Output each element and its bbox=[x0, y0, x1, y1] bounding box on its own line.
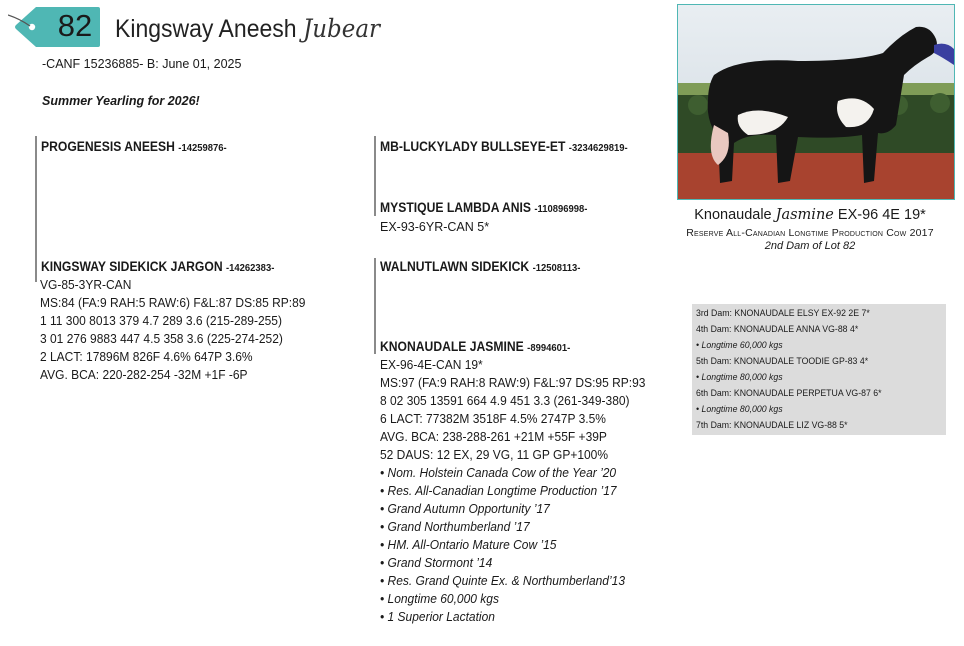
sire-name-text: PROGENESIS ANEESH bbox=[41, 139, 175, 154]
dams-box bbox=[692, 304, 946, 435]
animal-name-text: Kingsway Aneesh bbox=[115, 15, 297, 43]
dam-name bbox=[41, 259, 274, 274]
dam-sire-name-text: WALNUTLAWN SIDEKICK bbox=[380, 259, 530, 274]
award-item: • Res. All-Canadian Longtime Production ’17 bbox=[380, 484, 617, 498]
award-item: • HM. All-Ontario Mature Cow ’15 bbox=[380, 538, 557, 552]
cow-photo bbox=[677, 4, 955, 200]
sire-sire-name-text: MB-LUCKYLADY BULLSEYE-ET bbox=[380, 139, 566, 154]
dam-dam-name bbox=[380, 339, 570, 354]
animal-name bbox=[115, 14, 380, 44]
photo-caption bbox=[660, 207, 960, 223]
sire-dam-name-text: MYSTIQUE LAMBDA ANIS bbox=[380, 200, 531, 215]
dam-line: VG-85-3YR-CAN bbox=[40, 278, 132, 292]
dam-dam-reg: -8994601- bbox=[527, 342, 571, 354]
registration-line: -CANF 15236885- B: June 01, 2025 bbox=[42, 57, 242, 71]
dam-dam-name-text: KNONAUDALE JASMINE bbox=[380, 339, 524, 354]
pedigree-line-1 bbox=[35, 136, 37, 282]
dam-entry: 5th Dam: KNONAUDALE TOODIE GP-83 4* bbox=[696, 356, 869, 367]
dam-details bbox=[40, 276, 305, 384]
animal-name-script: Jubear bbox=[302, 14, 381, 43]
sire-dam-name bbox=[380, 200, 587, 215]
dam-entry: • Longtime 80,000 kgs bbox=[696, 404, 783, 415]
dam-entry: 7th Dam: KNONAUDALE LIZ VG-88 5* bbox=[696, 420, 848, 431]
dam-sire-reg: -12508113- bbox=[532, 262, 581, 274]
dam-line: 3 01 276 9883 447 4.5 358 3.6 (225-274-252) bbox=[40, 332, 283, 346]
award-item: • Res. Grand Quinte Ex. & Northumberland’13 bbox=[380, 574, 625, 588]
dam-reg: -14262383- bbox=[226, 262, 275, 274]
dam-dam-line: 6 LACT: 77382M 3518F 4.5% 2747P 3.5% bbox=[380, 412, 606, 426]
dam-line: MS:84 (FA:9 RAH:5 RAW:6) F&L:87 DS:85 RP:89 bbox=[40, 296, 306, 310]
dam-entry: 4th Dam: KNONAUDALE ANNA VG-88 4* bbox=[696, 324, 859, 335]
photo-award: Reserve All-Canadian Longtime Production Cow 2017 bbox=[686, 227, 934, 239]
award-item: • Nom. Holstein Canada Cow of the Year ’20 bbox=[380, 466, 617, 480]
sire-sire-name bbox=[380, 139, 628, 154]
dam-sire-name bbox=[380, 259, 580, 274]
sire-dam-reg: -110896998- bbox=[534, 203, 588, 215]
sire-name bbox=[41, 139, 227, 154]
photo-lot-note: 2nd Dam of Lot 82 bbox=[764, 240, 856, 252]
award-item: • Grand Autumn Opportunity ’17 bbox=[380, 502, 550, 516]
dam-dam-line: 8 02 305 13591 664 4.9 451 3.3 (261-349-380) bbox=[380, 394, 630, 408]
dam-entry: • Longtime 60,000 kgs bbox=[696, 340, 783, 351]
dam-dam-line: EX-96-4E-CAN 19* bbox=[380, 358, 483, 372]
dam-dam-details bbox=[380, 356, 645, 626]
award-item: • Longtime 60,000 kgs bbox=[380, 592, 499, 606]
caption-name: Knonaudale bbox=[694, 207, 772, 223]
sire-sire-reg: -3234629819- bbox=[568, 142, 628, 154]
dam-entry: 3rd Dam: KNONAUDALE ELSY EX-92 2E 7* bbox=[696, 308, 870, 319]
pedigree-line-3 bbox=[374, 258, 376, 354]
cow-photo-illustration bbox=[678, 5, 954, 199]
lot-number: 82 bbox=[57, 8, 93, 43]
dam-line: AVG. BCA: 220-282-254 -32M +1F -6P bbox=[40, 368, 248, 382]
dam-dam-line: 52 DAUS: 12 EX, 29 VG, 11 GP GP+100% bbox=[380, 448, 609, 462]
caption-class: EX-96 4E 19* bbox=[837, 207, 926, 223]
dam-name-text: KINGSWAY SIDEKICK JARGON bbox=[41, 259, 223, 274]
dam-dam-line: AVG. BCA: 238-288-261 +21M +55F +39P bbox=[380, 430, 607, 444]
sire-reg: -14259876- bbox=[178, 142, 227, 154]
award-item: • 1 Superior Lactation bbox=[380, 610, 495, 624]
lot-note: Summer Yearling for 2026! bbox=[42, 94, 200, 108]
dam-line: 2 LACT: 17896M 826F 4.6% 647P 3.6% bbox=[40, 350, 253, 364]
dam-entry: • Longtime 80,000 kgs bbox=[696, 372, 783, 383]
caption-script: Jasmine bbox=[775, 207, 834, 223]
sire-dam-class: EX-93-6YR-CAN 5* bbox=[380, 220, 490, 234]
award-item: • Grand Stormont ’14 bbox=[380, 556, 493, 570]
award-item: • Grand Northumberland ’17 bbox=[380, 520, 530, 534]
dam-entry: 6th Dam: KNONAUDALE PERPETUA VG-87 6* bbox=[696, 388, 882, 399]
pedigree-line-2 bbox=[374, 136, 376, 216]
dam-line: 1 11 300 8013 379 4.7 289 3.6 (215-289-255) bbox=[40, 314, 282, 328]
dam-dam-line: MS:97 (FA:9 RAH:8 RAW:9) F&L:97 DS:95 RP:93 bbox=[380, 376, 646, 390]
